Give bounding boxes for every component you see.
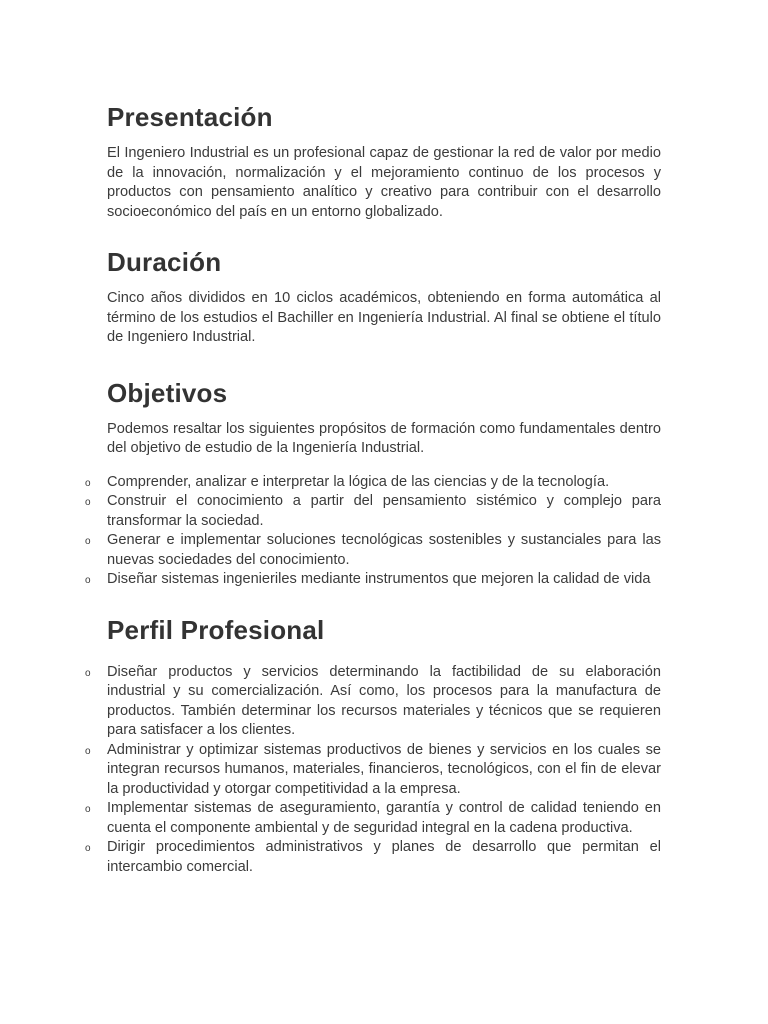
list-item <box>85 570 661 590</box>
list-item <box>85 799 661 838</box>
section-title-objetivos: Objetivos <box>107 377 228 408</box>
bullet-icon: o <box>85 497 91 508</box>
list-item <box>85 741 661 800</box>
list-item-text: Generar e implementar soluciones tecnológicas sostenibles y sustanciales para las nuevas sociedades del conocimiento. <box>107 532 661 568</box>
bullet-icon: o <box>85 745 91 757</box>
section-text-duracion: Cinco años divididos en 10 ciclos académicos, obteniendo en forma automática al término de los estudios el Bachiller en Ingeniería Industrial. Al final se obtiene el título de Ingeniero Industrial. <box>107 290 661 345</box>
bullet-icon: o <box>85 667 91 679</box>
list-item-text: Administrar y optimizar sistemas productivos de bienes y servicios en los cuales se integran recursos humanos, materiales, financieros, tecnológicos, con el fin de elevar la productividad y otorgar competitividad a la empresa. <box>107 741 661 797</box>
list-item <box>85 473 661 493</box>
list-item-text: Construir el conocimiento a partir del pensamiento sistémico y complejo para transformar la sociedad. <box>107 493 661 529</box>
bullet-icon: o <box>85 477 91 489</box>
section-title-presentacion: Presentación <box>107 102 273 132</box>
bullet-icon: o <box>85 843 91 854</box>
bullet-icon: o <box>85 536 91 547</box>
section-title-perfil-profesional: Perfil Profesional <box>107 614 325 645</box>
list-item-text: Comprender, analizar e interpretar la lógica de las ciencias y de la tecnología. <box>107 473 610 490</box>
list-item <box>85 531 661 570</box>
section-title-duracion: Duración <box>107 247 222 277</box>
section-text-objetivos: Podemos resaltar los siguientes propósitos de formación como fundamentales dentro del objetivo de estudio de la Ingeniería Industrial. <box>107 420 661 456</box>
objetivos-list <box>85 473 661 590</box>
list-item-text: Diseñar sistemas ingenieriles mediante instrumentos que mejoren la calidad de vida <box>107 571 651 587</box>
list-item <box>85 838 661 877</box>
perfil-list <box>85 663 661 878</box>
list-item-text: Diseñar productos y servicios determinando la factibilidad de su elaboración industrial y su comercialización. Así como, los procesos para la manufactura de productos. También determinar los recursos materiales y técnicos que se requieren para satisfacer a los clientes. <box>107 663 661 738</box>
bullet-icon: o <box>85 804 91 815</box>
list-item <box>85 492 661 531</box>
list-item <box>85 663 661 741</box>
list-item-text: Dirigir procedimientos administrativos y planes de desarrollo que permitan el intercambio comercial. <box>107 839 661 875</box>
bullet-icon: o <box>85 575 91 586</box>
list-item-text: Implementar sistemas de aseguramiento, garantía y control de calidad teniendo en cuenta el componente ambiental y de seguridad integral en la cadena productiva. <box>107 800 661 836</box>
section-text-presentacion: El Ingeniero Industrial es un profesional capaz de gestionar la red de valor por medio de la innovación, normalización y el mejoramiento continuo de los procesos y productos con pensamiento analítico y creativo para contribuir con el desarrollo socioeconómico del país en un entorno globalizado. <box>107 145 661 220</box>
